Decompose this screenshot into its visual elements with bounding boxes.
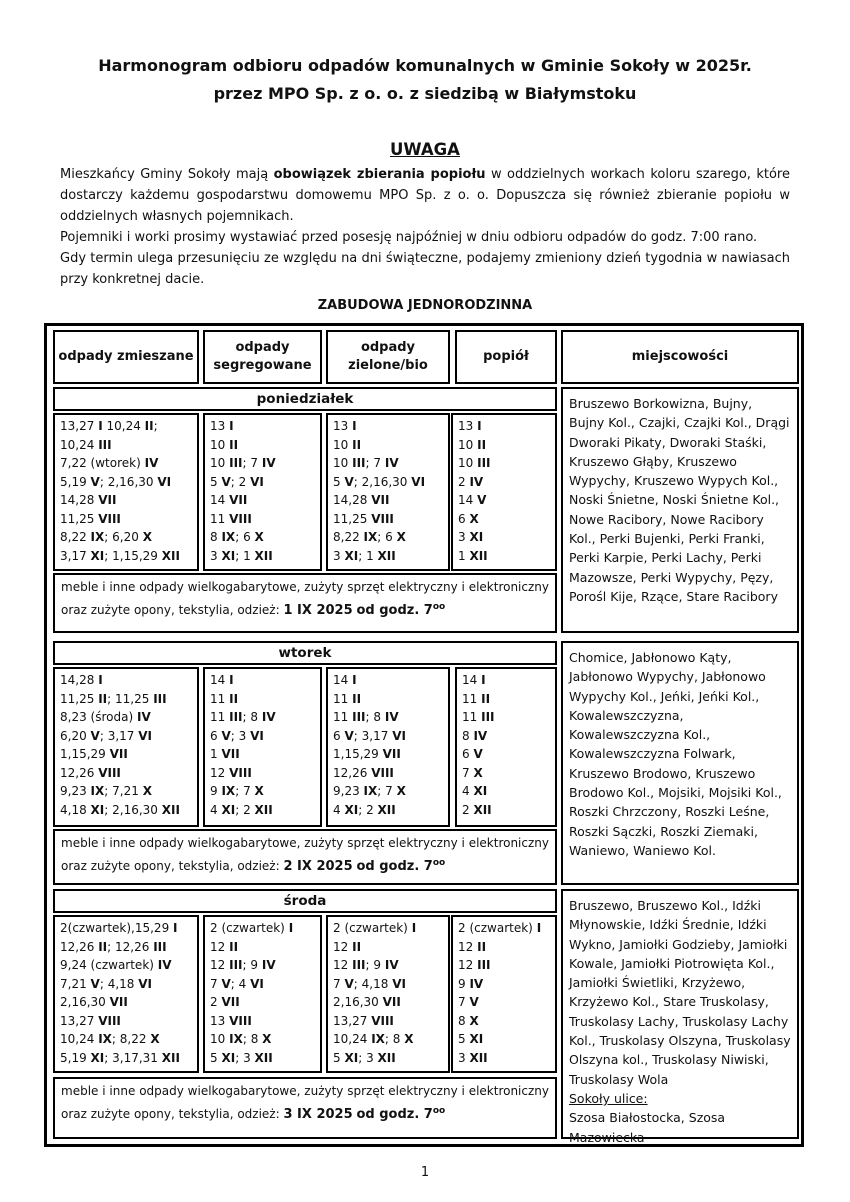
date-entry: 11,25 VIII	[60, 511, 121, 526]
date-entry: 13,27 I 10,24 II;	[60, 419, 158, 433]
day-header-tuesday: wtorek	[53, 641, 557, 665]
date-entry: 11 II	[210, 691, 239, 706]
date-entry: 14,28 I	[60, 673, 103, 687]
header-segregated: odpady segregowane	[203, 330, 322, 384]
date-entry: 12 III; 9 IV	[210, 958, 276, 972]
date-entry: 8,22 IX; 6,20 X	[60, 530, 152, 544]
date-entry: 14 I	[333, 673, 357, 687]
date-entry: 2 (czwartek) I	[333, 921, 417, 935]
date-entry: 14,28 VII	[60, 493, 117, 507]
segregated-dates-monday	[203, 413, 322, 571]
date-entry: 5 XI; 3 XII	[333, 1050, 396, 1065]
date-entry: 10,24 IX; 8,22 X	[60, 1032, 160, 1046]
date-entry: 13,27 VIII	[333, 1013, 394, 1028]
date-entry: 6,20 V; 3,17 VI	[60, 728, 153, 743]
date-entry: 10 II	[333, 437, 362, 452]
date-entry: 10,24 IX; 8 X	[333, 1032, 414, 1046]
date-entry: 12,26 VIII	[333, 765, 394, 780]
date-entry: 6 V	[462, 747, 483, 761]
date-entry: 2 (czwartek) I	[210, 921, 294, 935]
streets-label: Sokoły ulice:	[569, 1090, 648, 1106]
date-entry: 5 XI; 3 XII	[210, 1050, 273, 1065]
date-entry: 12,26 VIII	[60, 765, 121, 780]
mixed-dates-monday	[53, 413, 199, 571]
date-entry: 11 II	[333, 691, 362, 706]
notice-paragraph-3: Gdy termin ulega przesunięciu ze względu na dni świąteczne, podajemy zmieniony dzień tygodnia w nawiasach przy konkretnej dacie.	[60, 251, 790, 287]
doc-title-line2: przez MPO Sp. z o. o. z siedzibą w Białymstoku	[213, 84, 637, 103]
date-entry: 2 XII	[462, 802, 492, 817]
date-entry: 7 X	[462, 765, 483, 780]
date-entry: 10 II	[458, 437, 487, 452]
date-entry: 12,26 II; 12,26 III	[60, 939, 167, 954]
places-wednesday-list: Bruszewo, Bruszewo Kol., Idźki Młynowskie, Idźki Średnie, Idźki Wykno, Jamiołki Godzieby, Jamiołki Kowale, Jamiołki Piotrowięta Kol., Jamiołki Świetliki, Krzyżewo, Krzyżewo Kol., Stare Truskolasy, Truskolasy Lachy, Truskolasy Lachy Kol., Truskolasy Olszyna, Truskolasy Olszyna kol., Truskolasy Niwiski, Truskolasy Wola	[569, 898, 791, 1087]
date-entry: 11,25 VIII	[333, 511, 394, 526]
uwaga-heading: UWAGA	[390, 140, 460, 159]
page-number: 1	[420, 1165, 430, 1180]
date-entry: 2 (czwartek) I	[458, 921, 542, 935]
date-entry: 4 XI	[462, 784, 488, 798]
date-entry: 7,21 V; 4,18 VI	[60, 976, 153, 991]
date-entry: 12 II	[458, 939, 487, 954]
header-places: miejscowości	[561, 330, 799, 384]
segregated-dates-tuesday	[203, 667, 322, 827]
day-header-wednesday: środa	[53, 889, 557, 913]
date-entry: 8 X	[458, 1013, 479, 1028]
mixed-dates-tuesday	[53, 667, 199, 827]
date-entry: 11,25 II; 11,25 III	[60, 691, 167, 706]
date-entry: 13 I	[210, 419, 234, 433]
date-entry: 9 IX; 7 X	[210, 784, 264, 798]
date-entry: 14 VII	[210, 493, 248, 507]
date-entry: 3 XI	[458, 530, 484, 544]
date-entry: 7 V	[458, 995, 479, 1009]
date-entry: 9,23 IX; 7 X	[333, 784, 406, 798]
date-entry: 13 I	[458, 419, 482, 433]
date-entry: 2,16,30 VII	[333, 995, 401, 1009]
date-entry: 10 III; 7 IV	[210, 456, 276, 470]
notice-paragraph-1: Mieszkańcy Gminy Sokoły mają obowiązek zbierania popiołu w oddzielnych workach koloru szarego, które dostarczy każdemu gospodarstwu domowemu MPO Sp. z o. o. Dopuszcza się również zbieranie popiołu w oddzielnych własnych pojemnikach.	[60, 167, 790, 224]
date-entry: 12 II	[210, 939, 239, 954]
date-entry: 9 IV	[458, 976, 484, 991]
date-entry: 3 XII	[458, 1050, 488, 1065]
date-entry: 9,24 (czwartek) IV	[60, 958, 172, 972]
date-entry: 1 XII	[458, 548, 488, 563]
date-entry: 4,18 XI; 2,16,30 XII	[60, 802, 180, 817]
date-entry: 5 V; 2,16,30 VI	[333, 474, 426, 489]
date-entry: 3 XI; 1 XII	[333, 548, 396, 563]
date-entry: 8 IX; 6 X	[210, 530, 264, 544]
date-entry: 12 VIII	[210, 765, 252, 780]
ash-dates-wednesday	[451, 915, 557, 1073]
date-entry: 3 XI; 1 XII	[210, 548, 273, 563]
date-entry: 2 IV	[458, 474, 484, 489]
date-entry: 2(czwartek),15,29 I	[60, 921, 178, 935]
bulky-waste-tuesday: meble i inne odpady wielkogabarytowe, zużyty sprzęt elektryczny i elektroniczny oraz zużyte opony, tekstylia, odzież: 2 IX 2025 od godz. $7^{oo}$	[53, 829, 557, 885]
date-entry: 5 V; 2 VI	[210, 474, 264, 489]
date-entry: 11 III; 8 IV	[333, 710, 399, 724]
green-dates-tuesday	[326, 667, 450, 827]
date-entry: 6 X	[458, 511, 479, 526]
date-entry: 12 III	[458, 958, 491, 972]
date-entry: 6 V; 3,17 VI	[333, 728, 406, 743]
date-entry: 10 II	[210, 437, 239, 452]
date-entry: 14,28 VII	[333, 493, 390, 507]
bulky-waste-wednesday: meble i inne odpady wielkogabarytowe, zużyty sprzęt elektryczny i elektroniczny oraz zużyte opony, tekstylia, odzież: 3 IX 2025 od godz. $7^{oo}$	[53, 1077, 557, 1139]
date-entry: 1 VII	[210, 747, 240, 761]
date-entry: 11 II	[462, 691, 491, 706]
date-entry: 4 XI; 2 XII	[333, 802, 396, 817]
date-entry: 8 IV	[462, 728, 488, 743]
date-entry: 1,15,29 VII	[333, 747, 401, 761]
date-entry: 14 I	[210, 673, 234, 687]
header-green: odpady zielone/bio	[326, 330, 450, 384]
green-dates-wednesday	[326, 915, 450, 1073]
date-entry: 7 V; 4,18 VI	[333, 976, 406, 991]
date-entry: 6 V; 3 VI	[210, 728, 264, 743]
date-entry: 7 V; 4 VI	[210, 976, 264, 991]
doc-title-line1: Harmonogram odbioru odpadów komunalnych w Gminie Sokoły w 2025r.	[98, 56, 752, 75]
date-entry: 13,27 VIII	[60, 1013, 121, 1028]
places-wednesday	[561, 889, 799, 1145]
date-entry: 11 VIII	[210, 511, 252, 526]
date-entry: 10 III	[458, 456, 491, 470]
bulky-waste-monday: meble i inne odpady wielkogabarytowe, zużyty sprzęt elektryczny i elektroniczny oraz zużyte opony, tekstylia, odzież: 1 IX 2025 od godz. $7^{oo}$	[53, 573, 557, 633]
section-title: ZABUDOWA JEDNORODZINNA	[317, 298, 533, 313]
date-entry: 8,23 (środa) IV	[60, 710, 151, 724]
date-entry: 13 I	[333, 419, 357, 433]
date-entry: 12 III; 9 IV	[333, 958, 399, 972]
date-entry: 10 III; 7 IV	[333, 456, 399, 470]
header-ash: popiół	[455, 330, 557, 384]
header-mixed: odpady zmieszane	[53, 330, 199, 384]
date-entry: 10 IX; 8 X	[210, 1032, 272, 1046]
date-entry: 11 III	[462, 710, 495, 724]
date-entry: 3,17 XI; 1,15,29 XII	[60, 548, 180, 563]
places-monday: Bruszewo Borkowizna, Bujny, Bujny Kol., Czajki, Czajki Kol., Drągi Dworaki Pikaty, Dworaki Staśki, Kruszewo Głąby, Kruszewo Wypychy, Kruszewo Wypych Kol., Noski Śnietne, Noski Śnietne Kol., Nowe Racibory, Nowe Racibory Kol., Perki Bujenki, Perki Franki, Perki Karpie, Perki Lachy, Perki Mazowsze, Perki Wypychy, Pęzy, Porośl Kije, Rzące, Stare Racibory	[561, 387, 799, 633]
date-entry: 1,15,29 VII	[60, 747, 128, 761]
date-entry: 14 V	[458, 493, 487, 507]
date-entry: 7,22 (wtorek) IV	[60, 456, 159, 470]
ash-dates-monday	[451, 413, 557, 571]
segregated-dates-wednesday	[203, 915, 322, 1073]
date-entry: 11 III; 8 IV	[210, 710, 276, 724]
green-dates-monday	[326, 413, 450, 571]
date-entry: 4 XI; 2 XII	[210, 802, 273, 817]
date-entry: 9,23 IX; 7,21 X	[60, 784, 152, 798]
date-entry: 13 VIII	[210, 1013, 252, 1028]
day-header-monday: poniedziałek	[53, 387, 557, 411]
places-tuesday: Chomice, Jabłonowo Kąty, Jabłonowo Wypychy, Jabłonowo Wypychy Kol., Jeńki, Jeńki Kol., Kowalewszczyzna, Kowalewszczyzna Kol., Kowalewszczyzna Folwark, Kruszewo Brodowo, Kruszewo Brodowo Kol., Mojsiki, Mojsiki Kol., Roszki Chrzczony, Roszki Leśne, Roszki Sączki, Roszki Ziemaki, Waniewo, Waniewo Kol.	[561, 641, 799, 885]
date-entry: 5 XI	[458, 1032, 484, 1046]
date-entry: 5,19 XI; 3,17,31 XII	[60, 1050, 180, 1065]
date-entry: 10,24 III	[60, 437, 112, 452]
date-entry: 5,19 V; 2,16,30 VI	[60, 474, 172, 489]
mixed-dates-wednesday	[53, 915, 199, 1073]
ash-dates-tuesday	[455, 667, 557, 827]
date-entry: 2,16,30 VII	[60, 995, 128, 1009]
notice	[60, 164, 790, 290]
date-entry: 8,22 IX; 6 X	[333, 530, 406, 544]
date-entry: 12 II	[333, 939, 362, 954]
streets-list: Szosa Białostocka, Szosa Mazowiecka	[569, 1110, 726, 1145]
date-entry: 14 I	[462, 673, 486, 687]
date-entry: 2 VII	[210, 995, 240, 1009]
notice-paragraph-2: Pojemniki i worki prosimy wystawiać przed posesję najpóźniej w dniu odbioru odpadów do godz. 7:00 rano.	[60, 230, 758, 245]
